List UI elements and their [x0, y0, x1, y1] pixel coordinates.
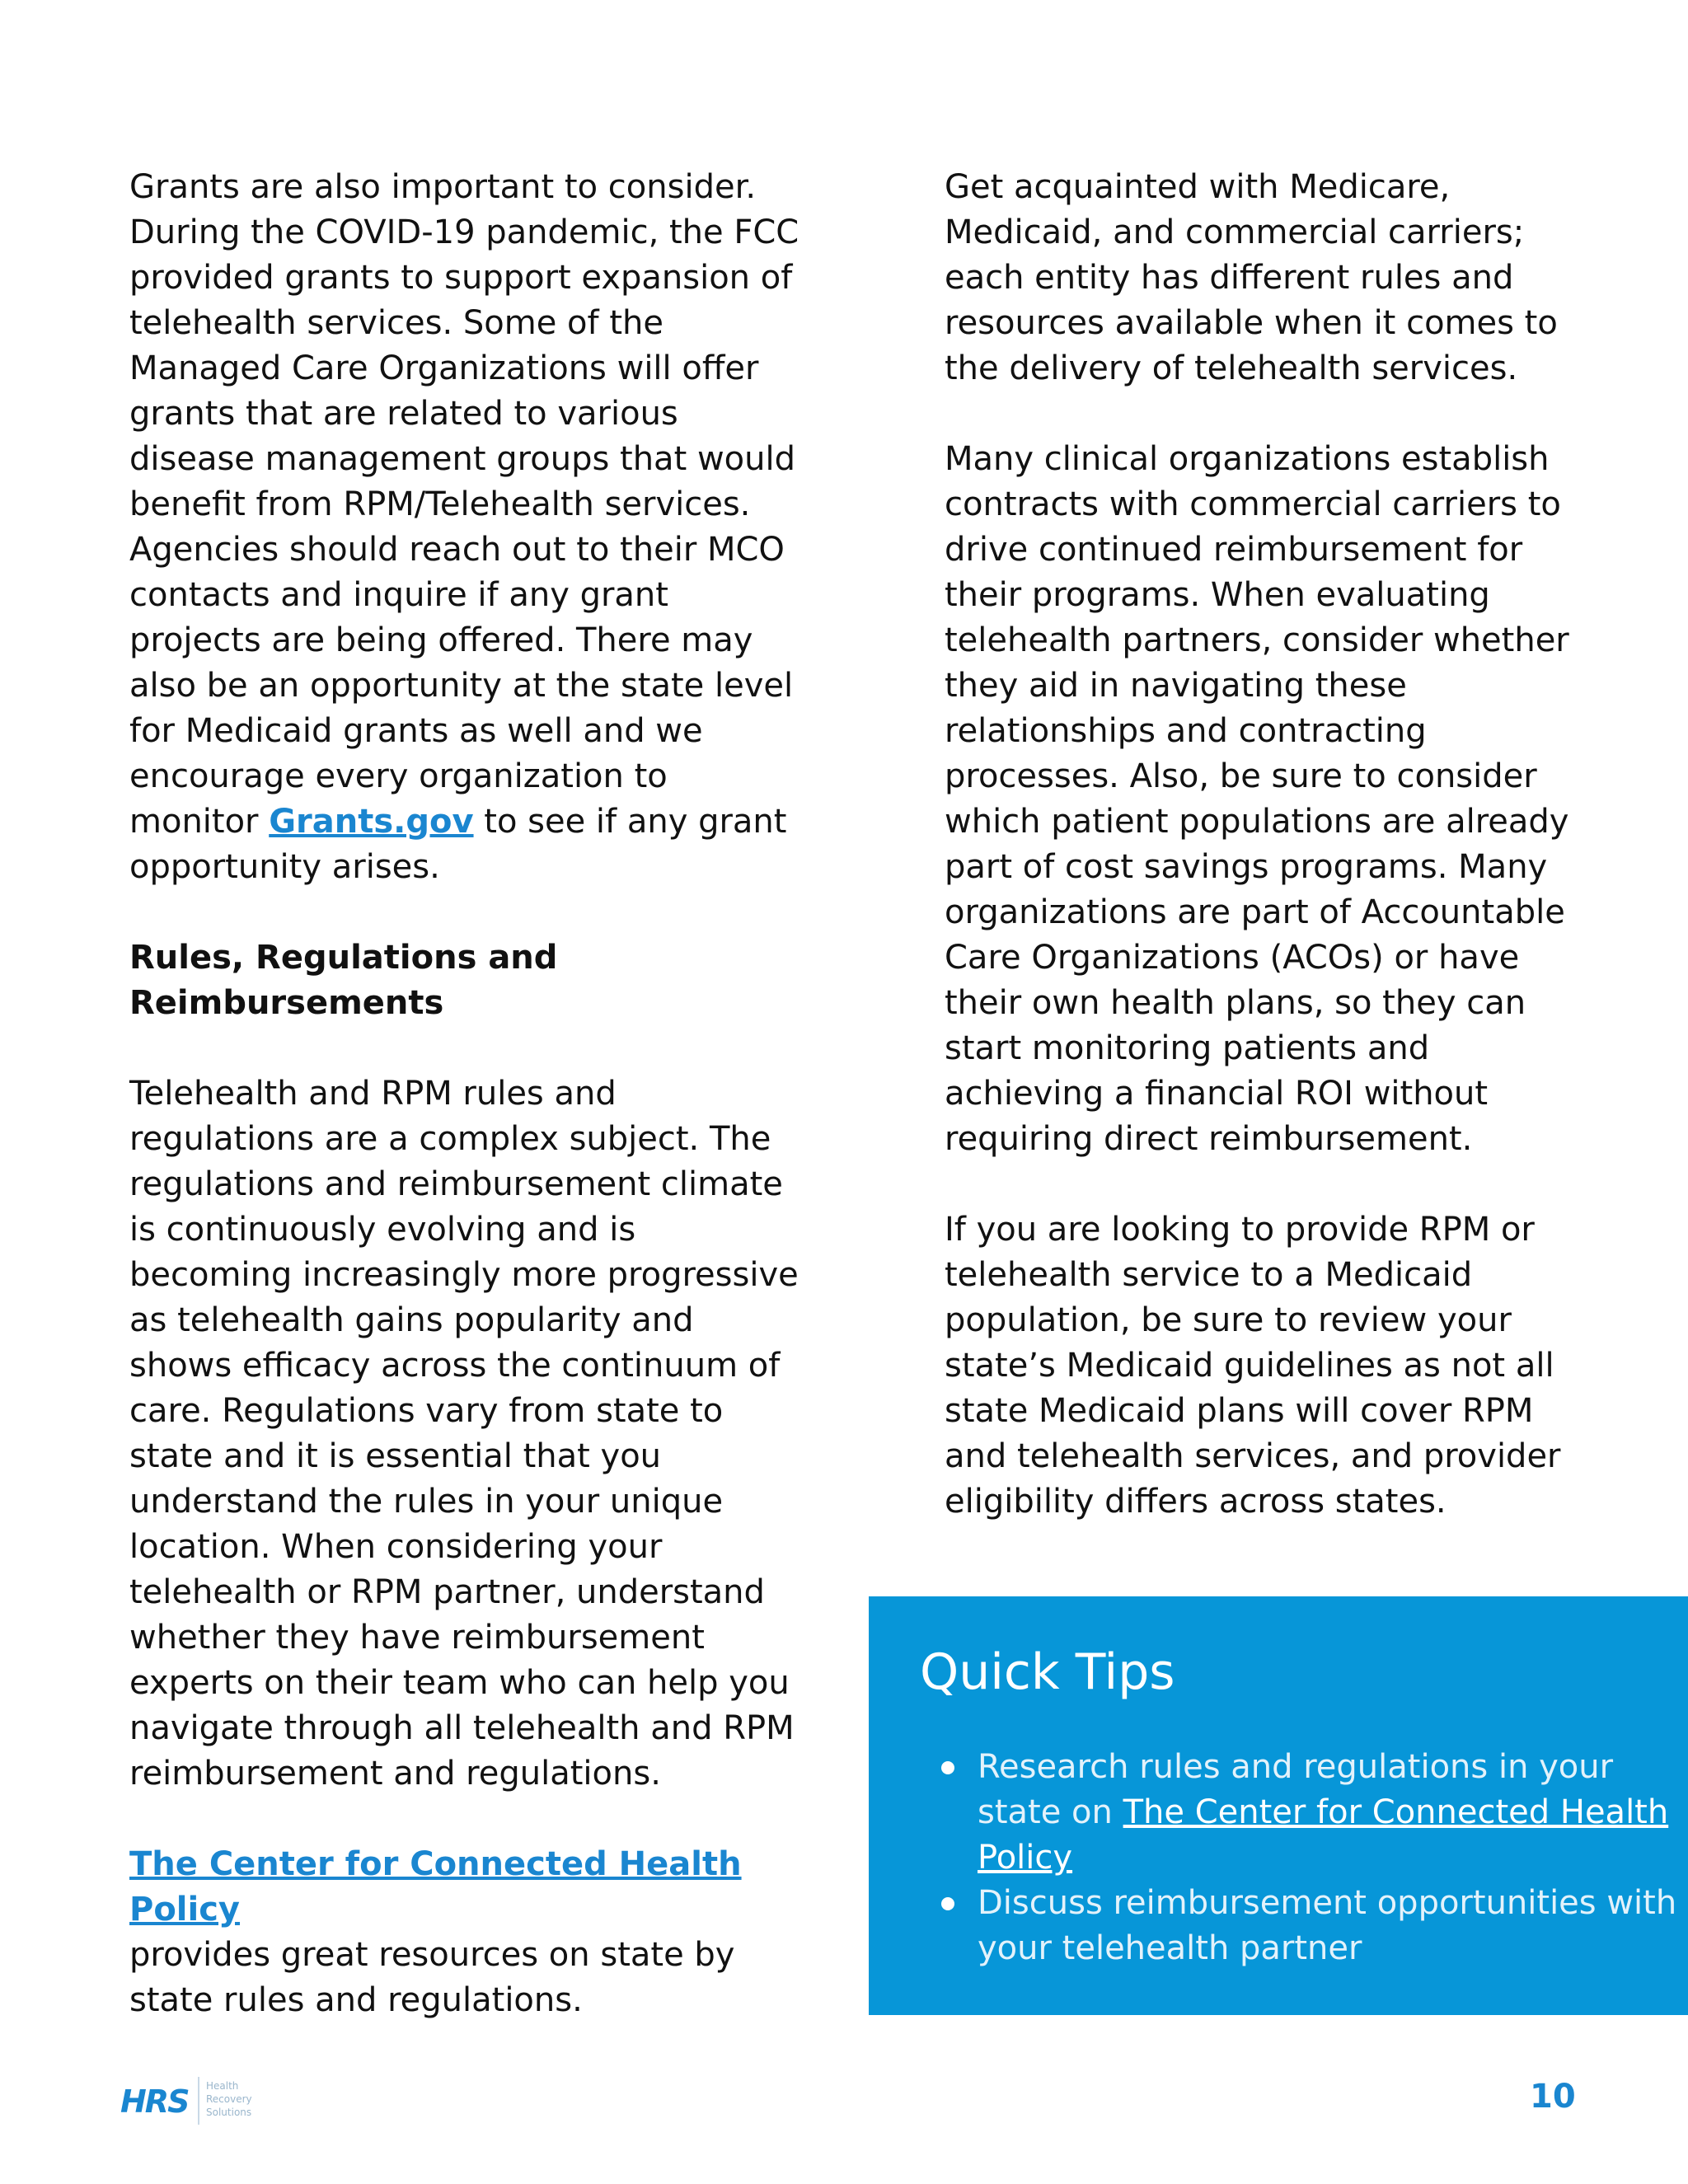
bullet-icon	[941, 1761, 954, 1774]
logo-subtext: Health Recovery Solutions	[206, 2080, 252, 2118]
rules-heading: Rules, Regulations and Reimbursements	[129, 939, 558, 1022]
page-number: 10	[1530, 2078, 1576, 2116]
logo-divider	[198, 2077, 199, 2125]
quick-tips-title: Quick Tips	[920, 1643, 1175, 1701]
carriers-paragraph: Get acquainted with Medicare, Medicaid, and commercial carriers; each entity has different rules and resources available when it comes to the delivery of telehealth services.	[945, 168, 1558, 387]
cchp-paragraph	[129, 1842, 805, 2023]
grants-gov-link[interactable]: Grants.gov	[269, 803, 474, 841]
tip-text: Discuss reimbursement opportunities with your telehealth partner	[978, 1884, 1677, 1967]
right-column	[945, 165, 1587, 1525]
grants-paragraph	[129, 165, 805, 890]
cchp-link[interactable]: The Center for Connected Health Policy	[129, 1845, 742, 1929]
hrs-logo	[120, 2075, 285, 2125]
tip-cchp-link[interactable]: The Center for Connected Health Policy	[978, 1793, 1669, 1877]
quick-tips-list	[920, 1745, 1678, 1971]
grants-text-end: to see if any grant opportunity arises.	[129, 803, 787, 886]
bullet-icon	[941, 1897, 954, 1910]
tip-item	[920, 1745, 1678, 1881]
logo-mark: HRS	[120, 2083, 189, 2120]
medicaid-paragraph: If you are looking to provide RPM or telehealth service to a Medicaid population, be sure to review your state’s Medicaid guidelines as not all state Medicaid plans will cover RPM and telehealth services, and provider eligibility differs across states.	[945, 1211, 1561, 1521]
rules-paragraph: Telehealth and RPM rules and regulations are a complex subject. The regulations and reimbursement climate is continuously evolving and is becoming increasingly more progressive as telehealth gains popularity and shows efficacy across the continuum of care. Regulations vary from state to state and it is essential that you understand the rules in your unique location. When considering your telehealth or RPM partner, understand whether they have reimbursement experts on their team who can help you navigate through all telehealth and RPM reimbursement and regulations.	[129, 1075, 799, 1793]
contracts-paragraph: Many clinical organizations establish contracts with commercial carriers to drive continued reimbursement for their programs. When evaluating telehealth partners, consider whether they aid in navigating these relationships and contracting processes. Also, be sure to consider which patient populations are already part of cost savings programs. Many organizations are part of Accountable Care Organizations (ACOs) or have their own health plans, so they can start monitoring patients and achieving a financial ROI without requiring direct reimbursement.	[945, 440, 1569, 1158]
tip-item	[920, 1881, 1678, 1971]
tip-text: Research rules and regulations in your state on	[978, 1748, 1614, 1831]
grants-text: Grants are also important to consider. During the COVID-19 pandemic, the FCC provided grants to support expansion of telehealth services. Some of the Managed Care Organizations will offer grants that are related to various disease management groups that would benefit from RPM/Telehealth services. Agencies should reach out to their MCO contacts and inquire if any grant projects are being offered. There may also be an opportunity at the state level for Medicaid grants as well and we encourage every organization to monitor	[129, 168, 799, 841]
quick-tips-box	[869, 1596, 1688, 2015]
cchp-text: provides great resources on state by state rules and regulations.	[129, 1936, 735, 2019]
left-column	[129, 165, 805, 2023]
